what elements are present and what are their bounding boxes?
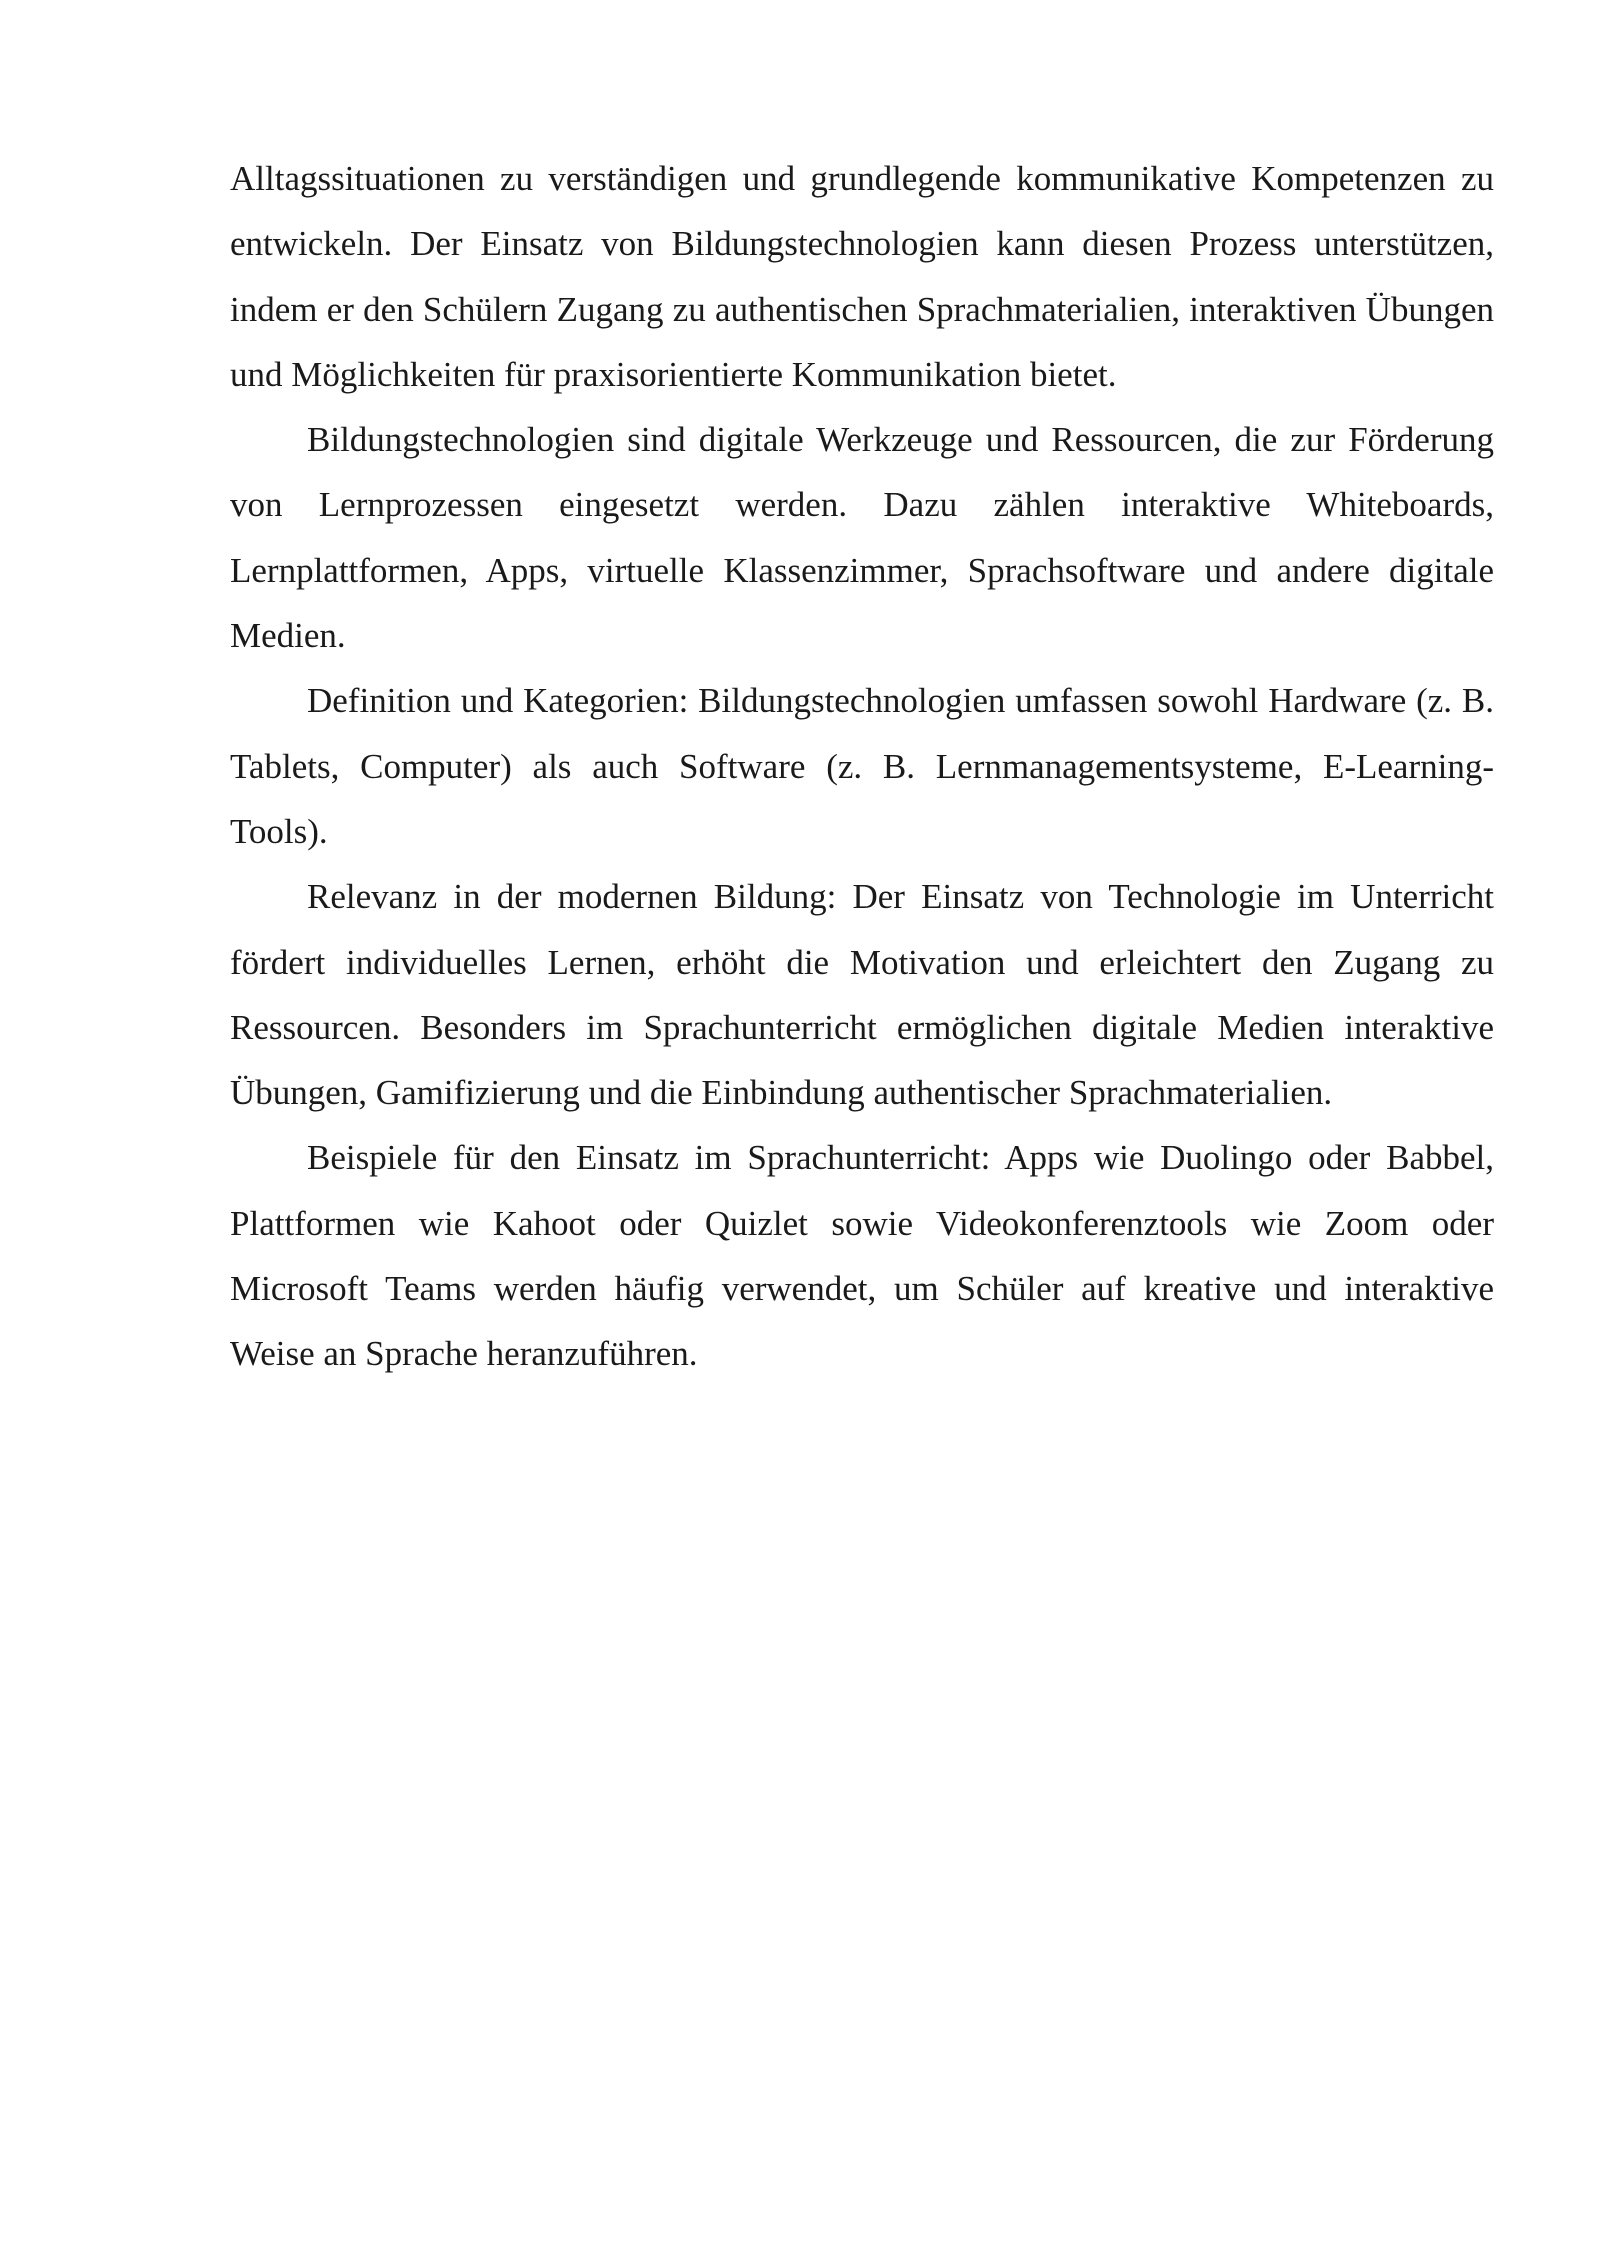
paragraph-definition: Definition und Kategorien: Bildungstechnologien umfassen sowohl Hardware (z. B. Tablets, Computer) als auch Software (z. B. Lernmanagementsysteme, E-Learning-Tools). [230, 681, 1494, 851]
paragraph-bildungstechnologien: Bildungstechnologien sind digitale Werkzeuge und Ressourcen, die zur Förderung von Lernprozessen eingesetzt werden. Dazu zählen interaktive Whiteboards, Lernplattformen, Apps, virtuelle Klassenzimmer, Sprachsoftware und andere digitale Medien. [230, 420, 1494, 656]
body-text [230, 146, 1494, 1387]
paragraph-continuation: Alltagssituationen zu verständigen und grundlegende kommunikative Kompetenzen zu entwickeln. Der Einsatz von Bildungstechnologien kann diesen Prozess unterstützen, indem er den Schülern Zugang zu authentischen Sprachmaterialien, interaktiven Übungen und Möglichkeiten für praxisorientierte Kommunikation bietet. [230, 159, 1494, 394]
paragraph-beispiele: Beispiele für den Einsatz im Sprachunterricht: Apps wie Duolingo oder Babbel, Plattformen wie Kahoot oder Quizlet sowie Videokonferenztools wie Zoom oder Microsoft Teams werden häufig verwendet, um Schüler auf kreative und interaktive Weise an Sprache heranzuführen. [230, 1138, 1494, 1374]
paragraph-relevanz: Relevanz in der modernen Bildung: Der Einsatz von Technologie im Unterricht fördert individuelles Lernen, erhöht die Motivation und erleichtert den Zugang zu Ressourcen. Besonders im Sprachunterricht ermöglichen digitale Medien interaktive Übungen, Gamifizierung und die Einbindung authentischer Sprachmaterialien. [230, 877, 1494, 1113]
